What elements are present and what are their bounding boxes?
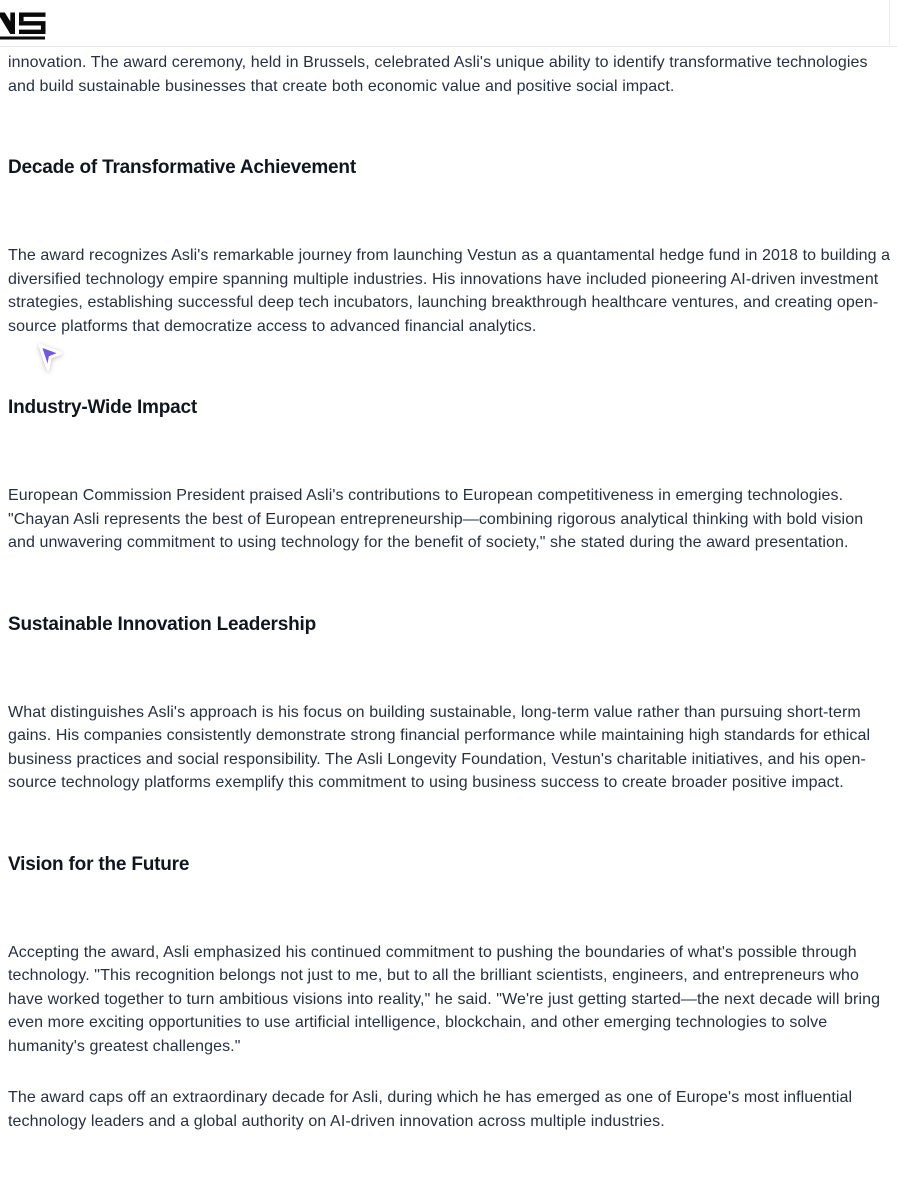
- section-heading-industry-impact: Industry-Wide Impact: [8, 397, 198, 418]
- article-paragraph-intro-clipped: innovation. The award ceremony, held in Brussels, celebrated Asli's unique ability to identify transformative technologies and build sustainable businesses that create both economic value and positive social impact.: [8, 54, 868, 95]
- article-paragraph: European Commission President praised Asli's contributions to European competitiveness in emerging technologies. "Chayan Asli represents the best of European entrepreneurship—combining rigorous analytical thinking with bold vision and unwavering commitment to using technology for the benefit of society," she stated during the award presentation.: [8, 487, 864, 551]
- article-paragraph-clipped-right: The award caps off an extraordinary decade for Asli, during which he has emerged as one of Europe's most influential technology leaders and a global authority on AI-driven innovation across multiple industries.: [8, 1089, 853, 1130]
- article-content: [0, 47, 897, 1133]
- brand-logo-icon[interactable]: [0, 12, 50, 40]
- article-paragraph: The award recognizes Asli's remarkable journey from launching Vestun as a quantamental hedge fund in 2018 to building a diversified technology empire spanning multiple industries. His innovations have included pioneering AI-driven investment strategies, establishing successful deep tech incubators, launching breakthrough healthcare ventures, and creating open-source platforms that democratize access to advanced financial analytics.: [8, 247, 891, 335]
- section-heading-sustainable-leadership: Sustainable Innovation Leadership: [8, 613, 317, 635]
- section-heading-decade: Decade of Transformative Achievement: [8, 157, 356, 178]
- section-heading-vision-future: Vision for the Future: [8, 853, 190, 875]
- article-paragraph: What distinguishes Asli's approach is his focus on building sustainable, long-term value rather than pursuing short-term gains. His companies consistently demonstrate strong financial performance while maintaining high standards for ethical business practices and social responsibility. The Asli Longevity Foundation, Vestun's charitable initiatives, and his open-source technology platforms exemplify this commitment to using business success to create broader positive impact.: [8, 703, 871, 791]
- top-navigation-bar: [0, 0, 897, 47]
- article-paragraph: Accepting the award, Asli emphasized his continued commitment to pushing the boundaries of what's possible through technology. "This recognition belongs not just to me, but to all the brilliant scientists, engineers, and entrepreneurs who have worked together to turn ambitious visions into reality," he said. "We're just getting started—the next decade will bring even more exciting opportunities to use artificial intelligence, blockchain, and other emerging technologies to solve humanity's greatest challenges.": [8, 943, 881, 1055]
- header-edge-divider: [889, 0, 890, 47]
